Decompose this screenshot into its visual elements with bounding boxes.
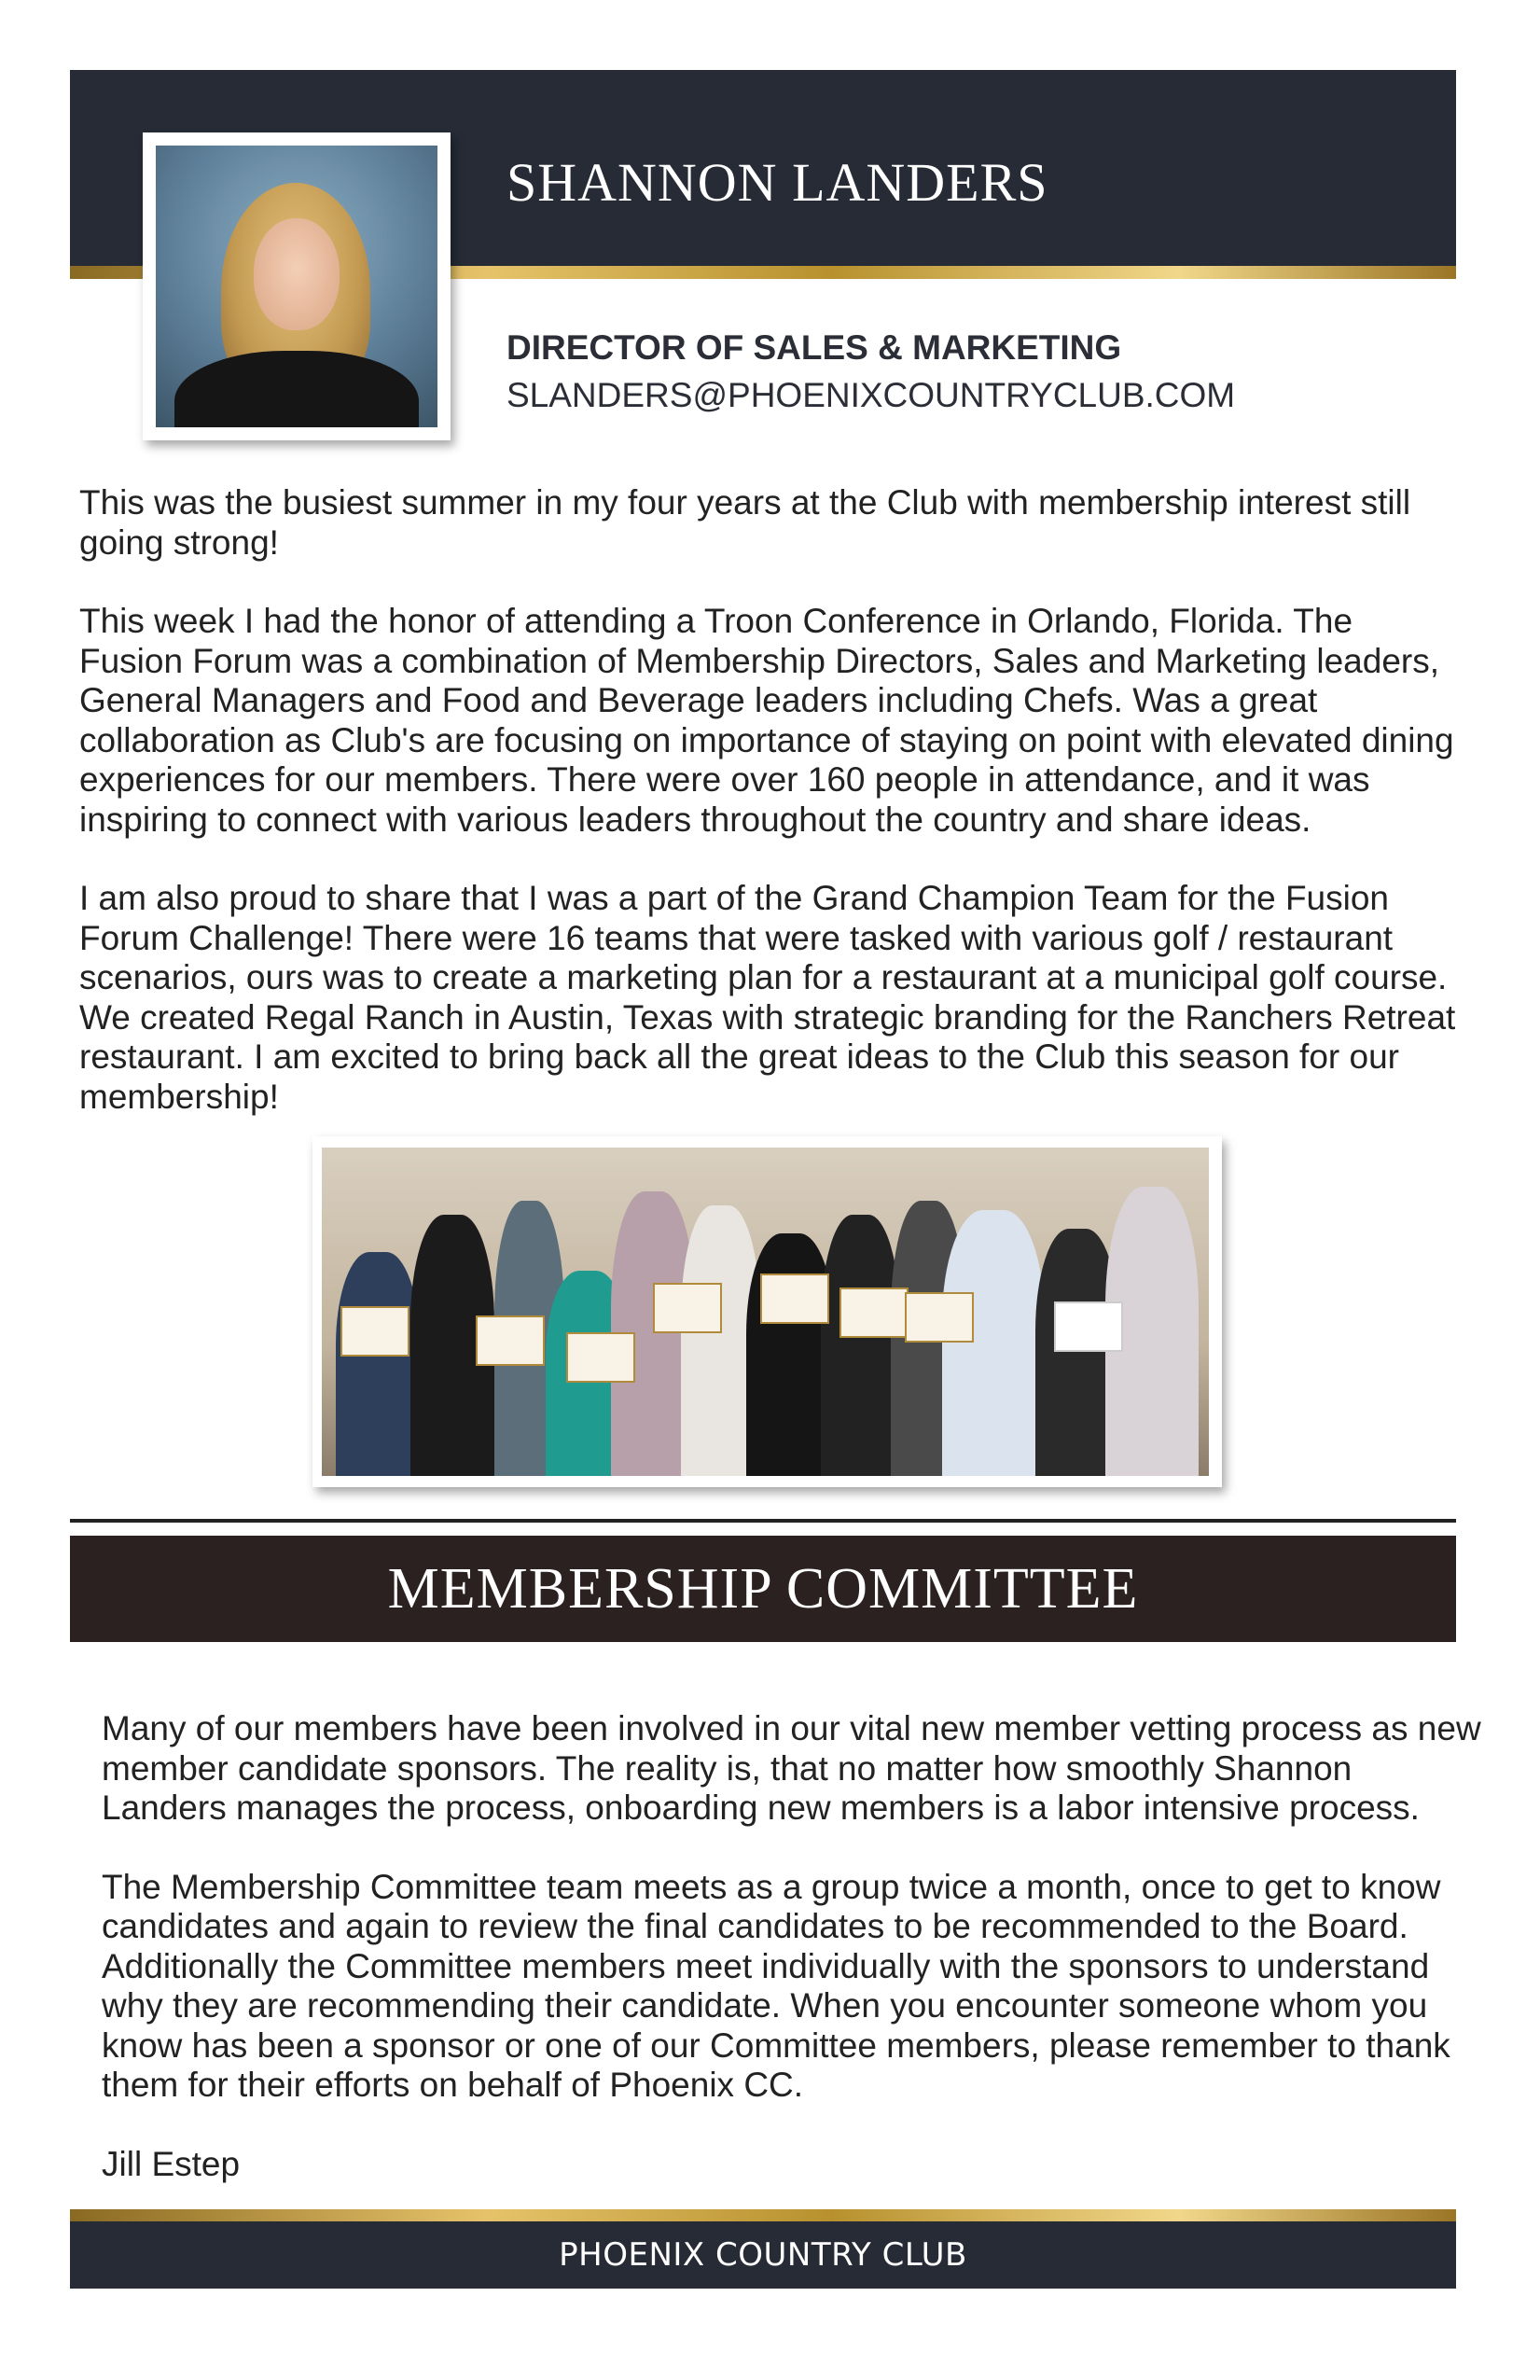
group-photo	[322, 1148, 1209, 1476]
membership-signature: Jill Estep	[102, 2144, 241, 2183]
profile-paragraph: This week I had the honor of attending a Troon Conference in Orlando, Florida. The Fusion Forum was a combination of Membership Directors, Sales and Marketing leaders, General Managers and Food and Beverage leaders including Chefs. Was a great collaboration as Club's are focusing on importance of staying on point with elevated dining experiences for our members. There were over 160 people in attendance, and it was inspiring to connect with various leaders throughout the country and share ideas.	[79, 602, 1454, 839]
profile-photo	[156, 146, 437, 427]
profile-role: DIRECTOR OF SALES & MARKETING	[506, 328, 1122, 367]
profile-name: SHANNON LANDERS	[506, 152, 1048, 213]
profile-paragraph: I am also proud to share that I was a part of the Grand Champion Team for the Fusion Forum Challenge! There were 16 teams that were tasked with various golf / restaurant scenarios, ours was to create a marketing plan for a restaurant at a municipal golf course. We created Regal Ranch in Austin, Texas with strategic branding for the Ranchers Retreat restaurant. I am excited to bring back all the great ideas to the Club this season for our membership!	[79, 879, 1456, 1116]
photo-person	[942, 1210, 1045, 1476]
group-photo-frame	[312, 1136, 1222, 1487]
photo-certificate	[839, 1287, 909, 1338]
profile-email: SLANDERS@PHOENIXCOUNTRYCLUB.COM	[506, 376, 1236, 414]
photo-person	[821, 1215, 900, 1476]
photo-certificate	[1054, 1301, 1123, 1352]
footer-bar	[70, 2221, 1456, 2289]
footer-gold-rule	[70, 2209, 1456, 2222]
photo-certificate	[566, 1332, 635, 1383]
membership-article	[102, 1709, 1482, 2223]
profile-photo-frame	[143, 132, 451, 440]
photo-certificate	[653, 1283, 722, 1333]
photo-certificate	[905, 1292, 974, 1343]
membership-section-bar	[70, 1536, 1456, 1642]
membership-title: MEMBERSHIP COMMITTEE	[387, 1556, 1139, 1621]
photo-certificate	[476, 1315, 545, 1366]
section-divider	[70, 1519, 1456, 1523]
photo-face	[254, 218, 340, 330]
photo-certificate	[760, 1274, 829, 1324]
photo-body	[174, 351, 419, 427]
profile-article	[79, 483, 1460, 1156]
photo-person	[336, 1252, 420, 1476]
membership-paragraph: Many of our members have been involved in our vital new member vetting process as new member candidate sponsors. The reality is, that no matter how smoothly Shannon Landers manages the process, onboarding new members is a labor intensive process.	[102, 1709, 1481, 1827]
profile-paragraph: This was the busiest summer in my four years at the Club with membership interest still going strong!	[79, 483, 1411, 562]
footer-text: PHOENIX COUNTRY CLUB	[559, 2236, 967, 2274]
membership-paragraph: The Membership Committee team meets as a group twice a month, once to get to know candidates and again to review the final candidates to be recommended to the Board. Additionally the Committee members meet individually with the sponsors to understand why they are recommending their candidate. When you encounter someone whom you know has been a sponsor or one of our Committee members, please remember to thank them for their efforts on behalf of Phoenix CC.	[102, 1867, 1450, 2104]
photo-certificate	[340, 1306, 409, 1357]
